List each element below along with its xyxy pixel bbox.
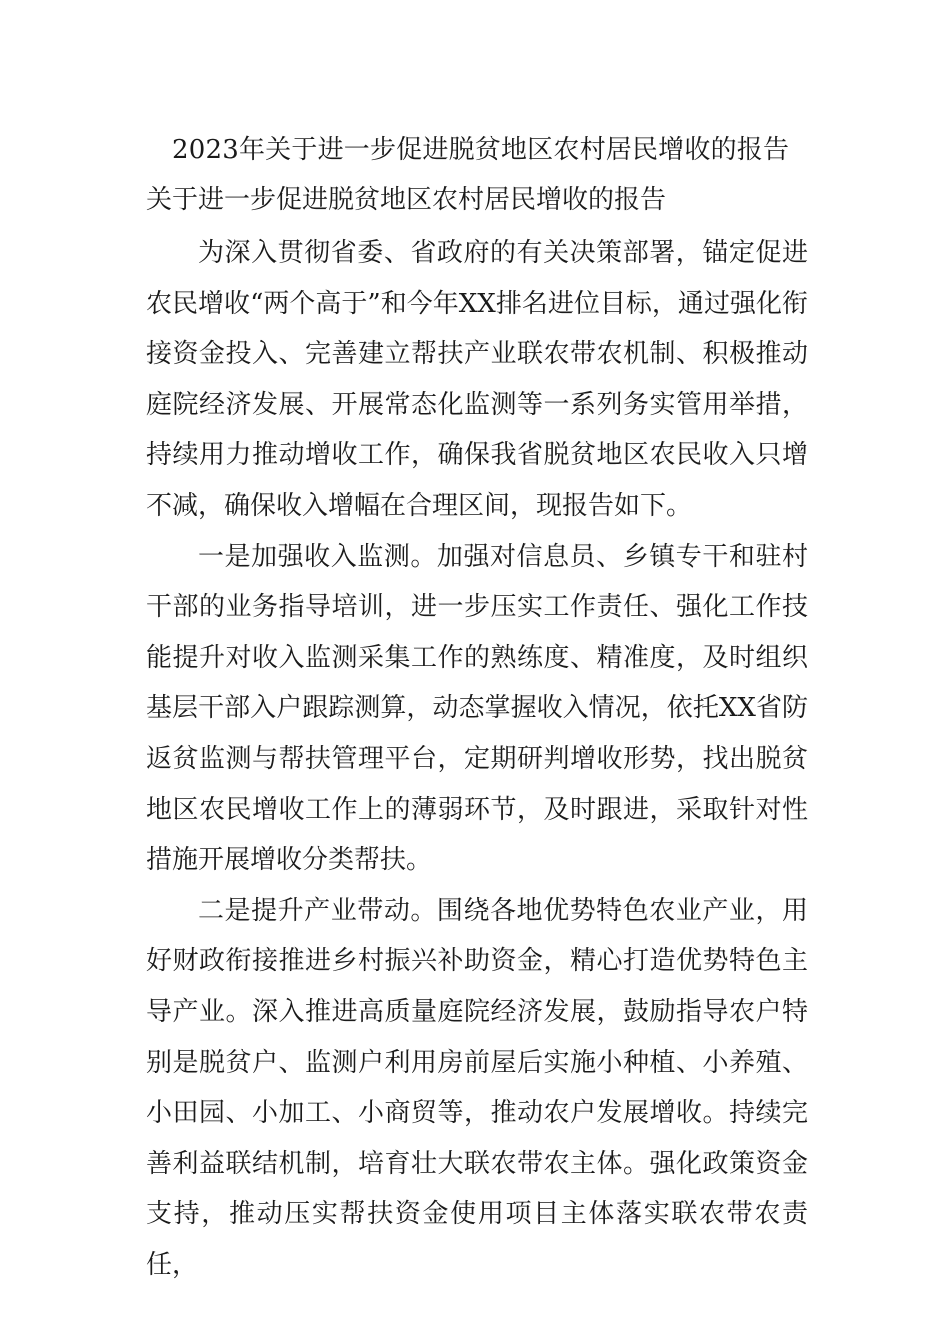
- document-subtitle: 关于进一步促进脱贫地区农村居民增收的报告: [146, 185, 667, 215]
- document-title: 2023年关于进一步促进脱贫地区农村居民增收的报告: [172, 135, 790, 165]
- paragraph-intro: 为深入贯彻省委、省政府的有关决策部署，锚定促进农民增收“两个高于”和今年XX排名进位目标，通过强化衔接资金投入、完善建立帮扶产业联农带农机制、积极推动庭院经济发展、开展常态化监测等一系列务实管用举措，持续用力推动增收工作，确保我省脱贫地区农民收入只增不减，确保收入增幅在合理区间，现报告如下。: [146, 238, 808, 521]
- paragraph-income-monitoring: 一是加强收入监测。加强对信息员、乡镇专干和驻村干部的业务指导培训，进一步压实工作责任、强化工作技能提升对收入监测采集工作的熟练度、精准度，及时组织基层干部入户跟踪测算，动态掌握收入情况，依托XX省防返贫监测与帮扶管理平台，定期研判增收形势，找出脱贫地区农民增收工作上的薄弱环节，及时跟进，采取针对性措施开展增收分类帮扶。: [146, 541, 808, 876]
- document-body: [146, 228, 808, 1290]
- paragraph-industry-driving: 二是提升产业带动。围绕各地优势特色农业产业，用好财政衔接推进乡村振兴补助资金，精心打造优势特色主导产业。深入推进高质量庭院经济发展，鼓励指导农户特别是脱贫户、监测户利用房前屋后实施小种植、小养殖、小田园、小加工、小商贸等，推动农户发展增收。持续完善利益联结机制，培育壮大联农带农主体。强化政策资金支持，推动压实帮扶资金使用项目主体落实联农带农责任，: [146, 895, 808, 1280]
